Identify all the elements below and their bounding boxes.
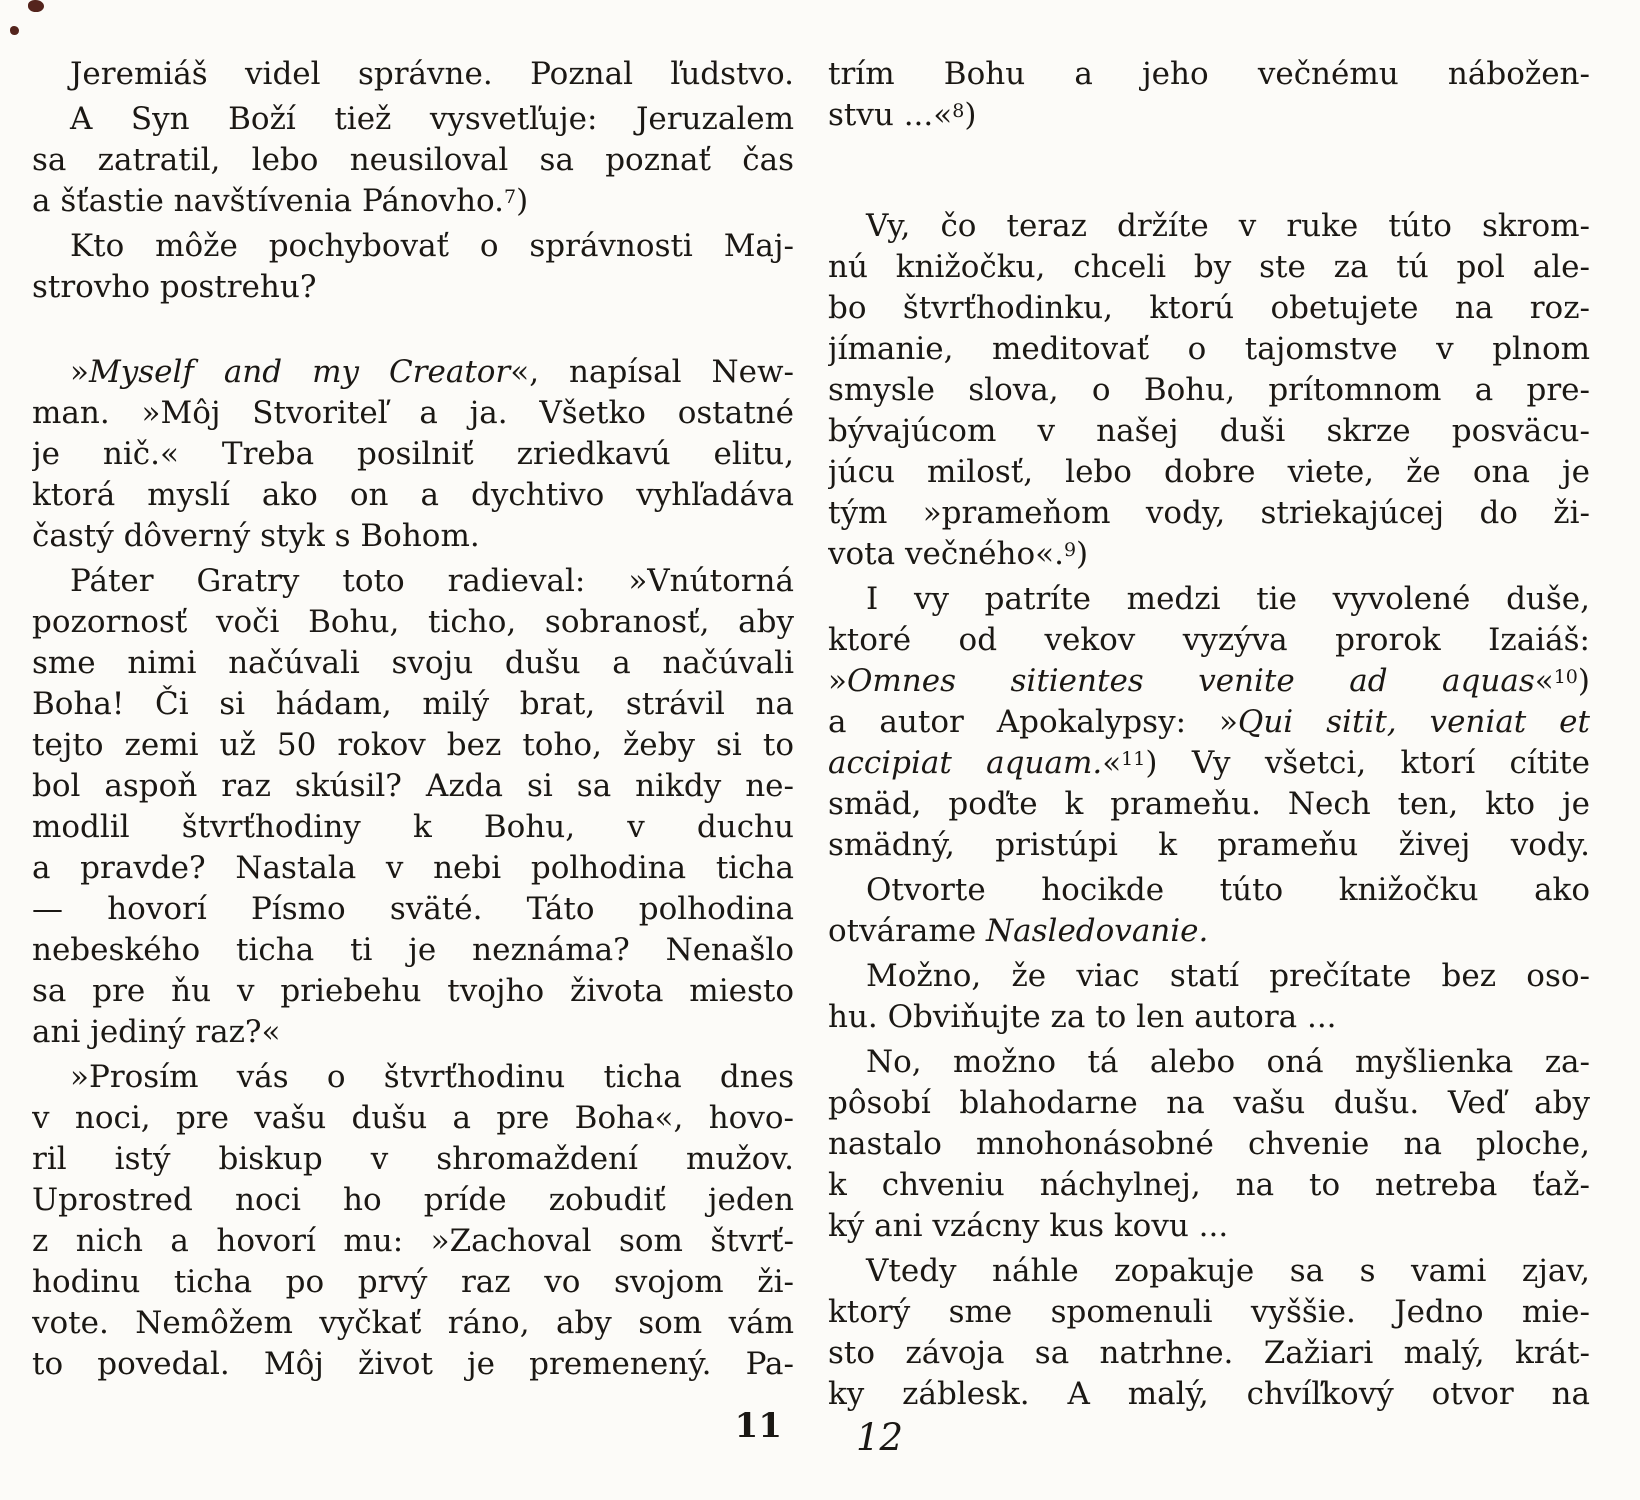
text-segment: smäd, poďte k prameňu. Nech ten, kto je [828, 786, 1590, 822]
text-segment: otvárame [828, 913, 987, 949]
text-segment: bo štvrťhodinku, ktorú obetujete na roz- [828, 290, 1590, 326]
text-line [32, 267, 794, 308]
text-segment: — hovorí Písmo sväté. Táto polhodina [32, 891, 794, 927]
text-segment: Vy, čo teraz držíte v ruke túto skrom- [866, 208, 1590, 244]
text-line [828, 870, 1590, 911]
footnote-ref: 9 [1063, 539, 1077, 561]
text-line [32, 1221, 794, 1262]
text-line [32, 352, 794, 393]
text-line [828, 54, 1590, 95]
text-line [32, 1262, 794, 1303]
text-segment: pôsobí blahodarne na vašu dušu. Veď aby [828, 1085, 1590, 1121]
italic-text: Nasledovanie. [986, 913, 1209, 949]
text-segment: k chveniu náchylnej, na to netreba ťaž- [828, 1167, 1590, 1203]
text-segment: pozornosť voči Bohu, ticho, sobranosť, aby [32, 604, 794, 640]
text-segment: sme nimi načúvali svoju dušu a načúvali [32, 645, 794, 681]
text-segment: a pravde? Nastala v nebi polhodina ticha [32, 850, 794, 886]
text-line [32, 930, 794, 971]
text-segment: « [1534, 663, 1554, 699]
text-line [828, 370, 1590, 411]
text-segment: A Syn Boží tiež vysvetľuje: Jeruzalem [70, 101, 794, 137]
text-line [32, 181, 794, 222]
text-line [32, 971, 794, 1012]
paragraph [828, 54, 1590, 136]
text-line [32, 1057, 794, 1098]
text-line [828, 1251, 1590, 1292]
text-line [32, 1180, 794, 1221]
paragraph [828, 579, 1590, 866]
text-segment: Vtedy náhle zopakuje sa s vami zjav, [866, 1253, 1590, 1289]
text-line [828, 661, 1590, 702]
text-line [828, 702, 1590, 743]
right-page-number: 12 [856, 1416, 904, 1459]
text-line [32, 807, 794, 848]
italic-text: Myself and my Creator [88, 354, 511, 390]
text-segment: Uprostred noci ho príde zobudiť jeden [32, 1182, 794, 1218]
paragraph [32, 352, 794, 557]
text-line [828, 1083, 1590, 1124]
text-line [828, 1333, 1590, 1374]
text-segment: z nich a hovorí mu: »Zachoval som štvrť- [32, 1223, 794, 1259]
text-line [32, 602, 794, 643]
text-line [828, 956, 1590, 997]
paragraph [32, 54, 794, 95]
paragraph [828, 956, 1590, 1038]
text-segment: ký ani vzácny kus kovu ... [828, 1208, 1229, 1244]
text-line [32, 226, 794, 267]
text-segment: a autor Apokalypsy: » [828, 704, 1238, 740]
text-segment: « [1102, 745, 1122, 781]
text-line [828, 493, 1590, 534]
left-page-number: 11 [734, 1406, 782, 1446]
text-line [828, 1206, 1590, 1247]
text-line [32, 725, 794, 766]
text-line [32, 54, 794, 95]
text-segment: v noci, pre vašu dušu a pre Boha«, hovo- [32, 1100, 794, 1136]
paragraph [32, 226, 794, 308]
footnote-ref: 8 [952, 100, 965, 122]
paragraph [828, 1042, 1590, 1247]
text-line [828, 911, 1590, 952]
text-line [828, 411, 1590, 452]
text-line [828, 1374, 1590, 1415]
text-segment: vota večného«. [828, 536, 1064, 572]
text-segment: nú knižočku, chceli by ste za tú pol ale- [828, 249, 1590, 285]
text-segment: » [70, 354, 89, 390]
text-line [32, 516, 794, 557]
text-segment: vote. Nemôžem vyčkať ráno, aby som vám [32, 1305, 794, 1341]
text-segment: ani jediný raz?« [32, 1014, 281, 1050]
text-line [32, 1344, 794, 1385]
text-segment: smädný, pristúpi k prameňu živej vody. [828, 827, 1590, 863]
text-segment: bývajúcom v našej duši skrze posväcu- [828, 413, 1590, 449]
text-line [828, 1165, 1590, 1206]
text-segment: nastalo mnohonásobné chvenie na ploche, [828, 1126, 1590, 1162]
text-line [828, 95, 1590, 136]
text-segment: Možno, že viac statí prečítate bez oso- [866, 958, 1590, 994]
footnote-ref: 11 [1121, 748, 1146, 770]
text-line [828, 1292, 1590, 1333]
text-segment: sa zatratil, lebo neusiloval sa poznať čas [32, 142, 794, 178]
text-segment: hodinu ticha po prvý raz vo svojom ži- [32, 1264, 794, 1300]
text-segment: » [828, 663, 847, 699]
text-segment: sa pre ňu v priebehu tvojho života miesto [32, 973, 794, 1009]
text-segment: ) [1076, 536, 1089, 572]
text-segment: ky záblesk. A malý, chvíľkový otvor na [828, 1376, 1590, 1412]
text-line [32, 1098, 794, 1139]
text-segment: Kto môže pochybovať o správnosti Maj- [70, 228, 794, 264]
text-segment: ) [964, 97, 977, 133]
text-line [828, 1124, 1590, 1165]
footnote-ref: 10 [1553, 666, 1578, 688]
text-segment: smysle slova, o Bohu, prítomnom a pre- [828, 372, 1590, 408]
text-line [32, 561, 794, 602]
paragraph [32, 99, 794, 222]
italic-text: accipiat aquam. [828, 745, 1103, 781]
text-line [32, 99, 794, 140]
text-segment: hu. Obviňujte za to len autora ... [828, 999, 1337, 1035]
text-line [828, 579, 1590, 620]
text-segment: man. »Môj Stvoriteľ a ja. Všetko ostatné [32, 395, 794, 431]
text-segment: Otvorte hocikde túto knižočku ako [866, 872, 1590, 908]
text-line [32, 766, 794, 807]
paragraph [32, 561, 794, 1053]
text-segment: jímanie, meditovať o tajomstve v plnom [828, 331, 1590, 367]
text-segment: ktoré od vekov vyzýva prorok Izaiáš: [828, 622, 1590, 658]
text-line [32, 684, 794, 725]
text-line [32, 643, 794, 684]
text-line [32, 1139, 794, 1180]
text-segment: tým »prameňom vody, striekajúcej do ži- [828, 495, 1590, 531]
text-line [32, 1303, 794, 1344]
text-line [32, 848, 794, 889]
text-segment: bol aspoň raz skúsil? Azda si sa nikdy ne- [32, 768, 794, 804]
text-line [828, 620, 1590, 661]
text-line [32, 889, 794, 930]
text-line [32, 140, 794, 181]
paragraph [32, 1057, 794, 1385]
text-segment: ) [1577, 663, 1590, 699]
text-line [828, 825, 1590, 866]
text-segment: «, napísal New- [510, 354, 794, 390]
italic-text: Qui sitit, veniat et [1237, 704, 1590, 740]
text-segment: častý dôverný styk s Bohom. [32, 518, 480, 554]
text-segment: »Prosím vás o štvrťhodinu ticha dnes [70, 1059, 794, 1095]
text-line [828, 288, 1590, 329]
text-line [32, 434, 794, 475]
text-segment: ktorá myslí ako on a dychtivo vyhľadáva [32, 477, 794, 513]
text-segment: Jeremiáš videl správne. Poznal ľudstvo. [70, 56, 794, 92]
text-segment: ktorý sme spomenuli vyššie. Jedno mie- [828, 1294, 1590, 1330]
scan-mark [10, 26, 19, 35]
right-page-column [828, 54, 1590, 1419]
text-segment: to povedal. Môj život je premenený. Pa- [32, 1346, 794, 1382]
text-line [828, 743, 1590, 784]
text-segment: Boha! Či si hádam, milý brat, strávil na [32, 686, 794, 722]
scan-mark [28, 0, 44, 12]
text-line [828, 247, 1590, 288]
text-line [828, 452, 1590, 493]
text-segment: ) Vy všetci, ktorí cítite [1145, 745, 1590, 781]
text-line [32, 475, 794, 516]
text-segment: trím Bohu a jeho večnému nábožen- [828, 56, 1590, 92]
text-segment: sto závoja sa natrhne. Zažiari malý, krát- [828, 1335, 1590, 1371]
paragraph [828, 1251, 1590, 1415]
text-segment: nebeského ticha ti je neznáma? Nenašlo [32, 932, 794, 968]
text-line [32, 1012, 794, 1053]
text-segment: ) [516, 183, 529, 219]
text-line [828, 329, 1590, 370]
text-line [828, 1042, 1590, 1083]
text-line [828, 784, 1590, 825]
text-segment: tejto zemi už 50 rokov bez toho, žeby si to [32, 727, 794, 763]
text-line [828, 206, 1590, 247]
italic-text: Omnes sitientes venite ad aquas [846, 663, 1535, 699]
text-line [828, 997, 1590, 1038]
paragraph [828, 870, 1590, 952]
text-segment: modlil štvrťhodiny k Bohu, v duchu [32, 809, 794, 845]
text-segment: ril istý biskup v shromaždení mužov. [32, 1141, 794, 1177]
text-segment: a šťastie navštívenia Pánovho. [32, 183, 505, 219]
text-segment: Páter Gratry toto radieval: »Vnútorná [70, 563, 794, 599]
text-segment: I vy patríte medzi tie vyvolené duše, [866, 581, 1590, 617]
paragraph [828, 206, 1590, 575]
left-page-column [32, 54, 794, 1419]
text-segment: júcu milosť, lebo dobre viete, že ona je [828, 454, 1590, 490]
text-line [32, 393, 794, 434]
text-segment: strovho postrehu? [32, 269, 317, 305]
text-line [828, 534, 1590, 575]
text-segment: No, možno tá alebo oná myšlienka za- [866, 1044, 1590, 1080]
text-segment: stvu ...« [828, 97, 953, 133]
footnote-ref: 7 [504, 186, 517, 208]
text-segment: je nič.« Treba posilniť zriedkavú elitu, [32, 436, 794, 472]
